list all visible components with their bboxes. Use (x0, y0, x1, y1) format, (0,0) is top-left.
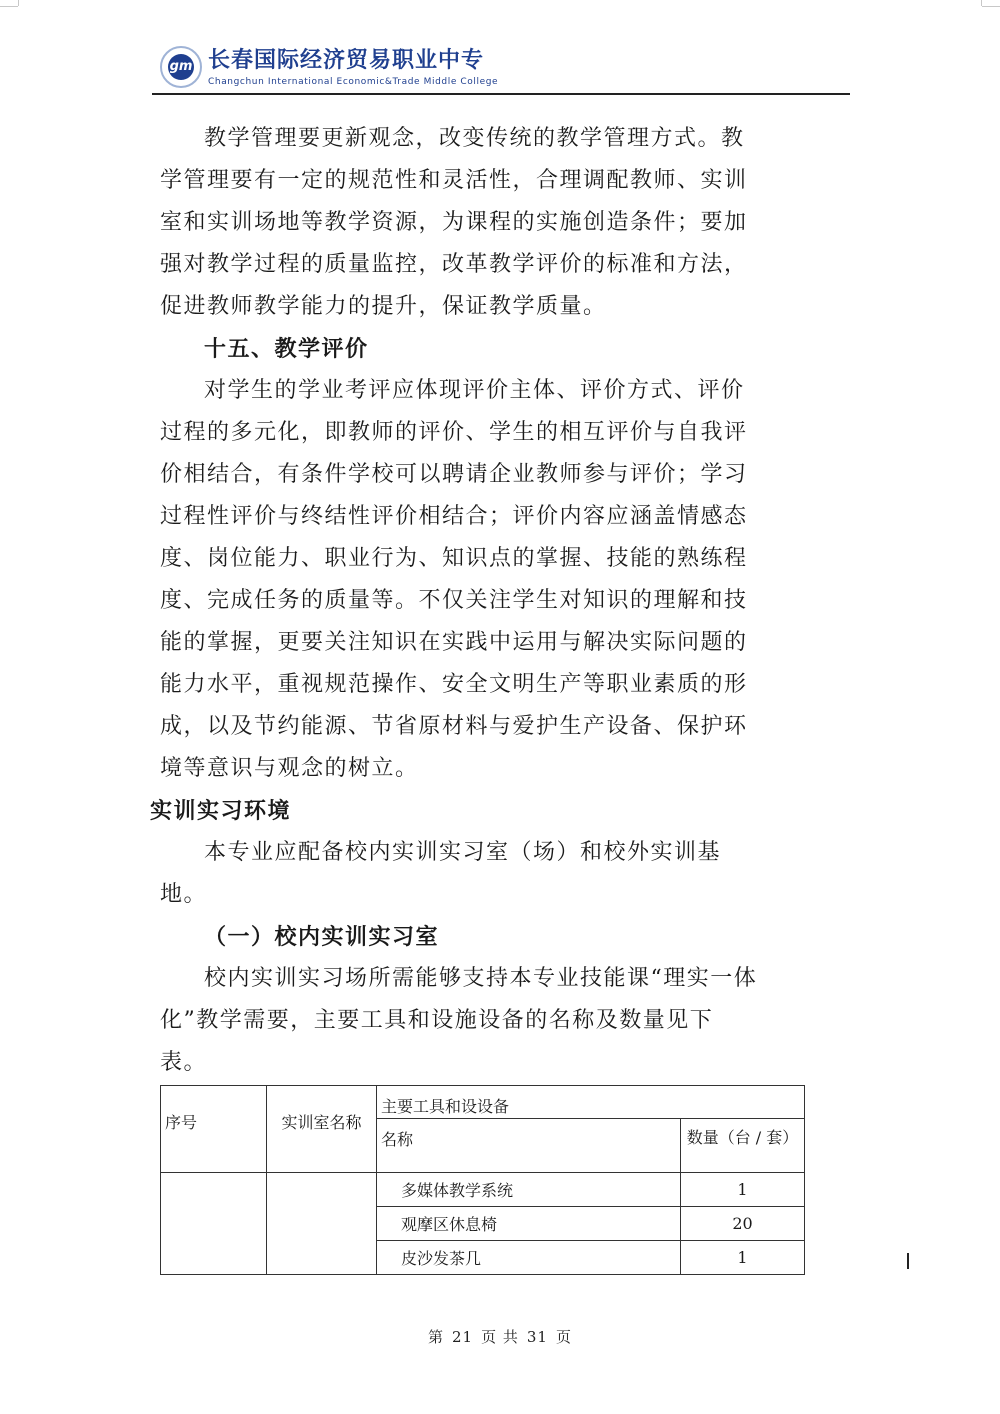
table-cell-name: 观摩区休息椅 (377, 1207, 681, 1241)
paragraph-teaching-management: 教学管理要更新观念，改变传统的教学管理方式。教学管理要有一定的规范性和灵活性，合理调配教师、实训室和实训场地等教学资源，为课程的实施创造条件；要加强对教学过程的质量监控，改革教学评价的标准和方法，促进教师教学能力的提升，保证教学质量。 (160, 126, 748, 319)
school-name-cn: 长春国际经济贸易职业中专 (208, 48, 485, 73)
table-row (161, 1173, 805, 1207)
section-heading-evaluation: 十五、教学评价 (204, 336, 369, 362)
paragraph-training-env: 本专业应配备校内实训实习室（场）和校外实训基地。 (160, 840, 722, 907)
footer-label: 页 共 (481, 1328, 519, 1346)
table-header-qty: 数量（台 / 套） (681, 1119, 805, 1173)
document-body (150, 118, 760, 1084)
section-heading-training-env: 实训实习环境 (150, 798, 292, 824)
table-cell-qty: 1 (681, 1173, 805, 1207)
table-cell-name: 多媒体教学系统 (377, 1173, 681, 1207)
school-name-en: Changchun International Economic&Trade Middle College (208, 77, 499, 87)
school-logo (160, 46, 202, 88)
table-cell-name: 皮沙发茶几 (377, 1241, 681, 1275)
table-header-room: 实训室名称 (267, 1086, 377, 1173)
crop-mark (982, 6, 1000, 7)
page-footer (0, 1326, 1000, 1347)
current-page-number: 21 (452, 1328, 474, 1346)
logo-mark: gm (168, 54, 194, 80)
header-divider (152, 93, 850, 95)
total-page-count: 31 (526, 1328, 548, 1346)
page-header (160, 44, 850, 96)
table-cell-qty: 1 (681, 1241, 805, 1275)
table-cell-room (267, 1173, 377, 1275)
table-header-name: 名称 (377, 1119, 681, 1173)
crop-mark (0, 6, 18, 7)
table-cell-seq (161, 1173, 267, 1275)
text-cursor-mark (907, 1253, 909, 1269)
paragraph-onsite-rooms: 校内实训实习场所需能够支持本专业技能课“理实一体化”教学需要，主要工具和设施设备的名称及数量见下表。 (160, 966, 758, 1075)
table-cell-qty: 20 (681, 1207, 805, 1241)
crop-mark (18, 0, 19, 6)
equipment-table (160, 1085, 805, 1275)
paragraph-evaluation: 对学生的学业考评应体现评价主体、评价方式、评价过程的多元化，即教师的评价、学生的相互评价与自我评价相结合，有条件学校可以聘请企业教师参与评价；学习过程性评价与终结性评价相结合；评价内容应涵盖情感态度、岗位能力、职业行为、知识点的掌握、技能的熟练程度、完成任务的质量等。不仅关注学生对知识的理解和技能的掌握，更要关注知识在实践中运用与解决实际问题的能力水平，重视规范操作、安全文明生产等职业素质的形成，以及节约能源、节省原材料与爱护生产设备、保护环境等意识与观念的树立。 (160, 378, 748, 781)
crop-mark (981, 0, 982, 6)
subsection-heading-onsite-rooms: （一）校内实训实习室 (204, 924, 440, 950)
table-header-group: 主要工具和设设备 (377, 1086, 805, 1119)
footer-label: 页 (555, 1328, 572, 1346)
footer-label: 第 (428, 1328, 445, 1346)
table-header-seq: 序号 (161, 1086, 267, 1173)
